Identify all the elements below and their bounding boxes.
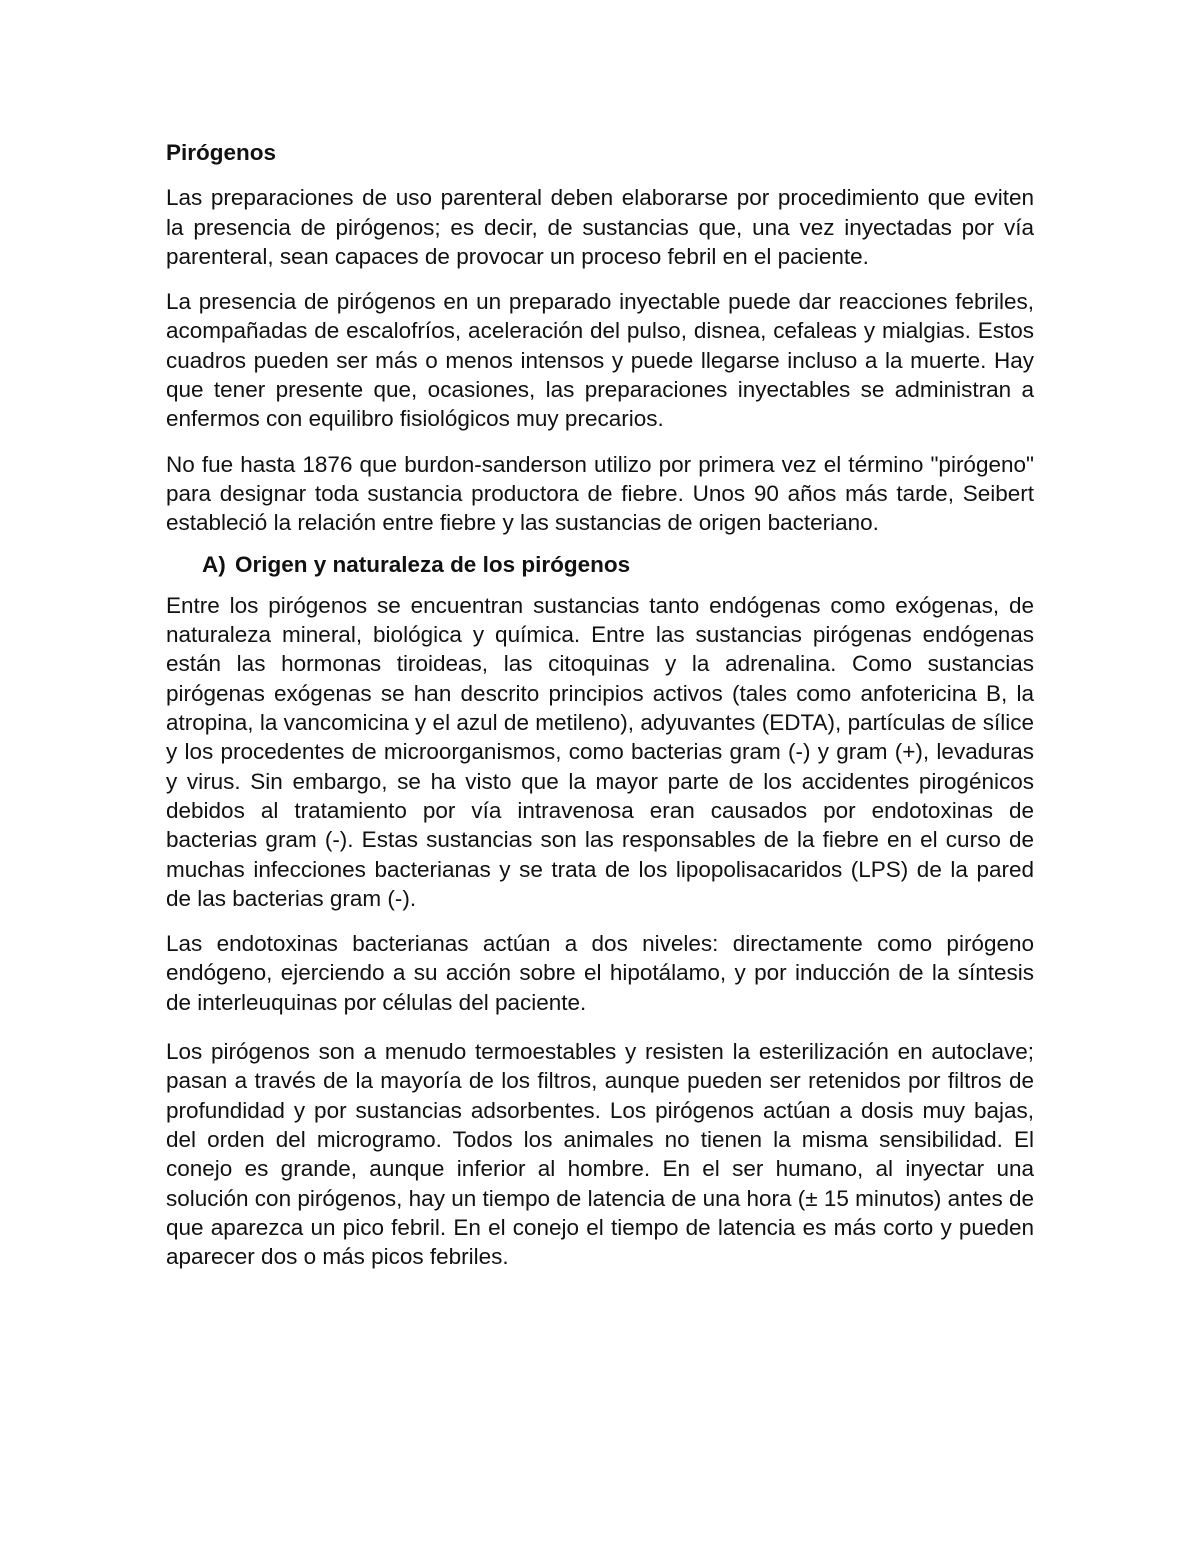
section-label: A) — [202, 551, 226, 577]
paragraph-endotoxins: Las endotoxinas bacterianas actúan a dos niveles: directamente como pirógeno endógeno, ejerciendo a su acción sobre el hipotálamo, y por inducción de la síntesis de interleuquinas por células del paciente. — [166, 931, 1034, 1015]
paragraph-intro: Las preparaciones de uso parenteral deben elaborarse por procedimiento que eviten la presencia de pirógenos; es decir, de sustancias que, una vez inyectadas por vía parenteral, sean capaces de provocar un proceso febril en el paciente. — [166, 185, 1034, 269]
document-body — [166, 138, 1034, 1287]
section-title: Origen y naturaleza de los pirógenos — [235, 551, 631, 577]
paragraph-origin: Entre los pirógenos se encuentran sustancias tanto endógenas como exógenas, de naturaleza mineral, biológica y química. Entre las sustancias pirógenas endógenas están las hormonas tiroideas, las citoquinas y la adrenalina. Como sustancias pirógenas exógenas se han descrito principios activos (tales como anfotericina B, la atropina, la vancomicina y el azul de metileno), adyuvantes (EDTA), partículas de sílice y los procedentes de microorganismos, como bacterias gram (-) y gram (+), levaduras y virus. Sin embargo, se ha visto que la mayor parte de los accidentes pirogénicos debidos al tratamiento por vía intravenosa eran causados por endotoxinas de bacterias gram (-). Estas sustancias son las responsables de la fiebre en el curso de muchas infecciones bacterianas y se trata de los lipopolisacaridos (LPS) de la pared de las bacterias gram (-). — [166, 592, 1034, 911]
paragraph-reactions: La presencia de pirógenos en un preparado inyectable puede dar reacciones febriles, acompañadas de escalofríos, aceleración del pulso, disnea, cefaleas y mialgias. Estos cuadros pueden ser más o menos intensos y puede llegarse incluso a la muerte. Hay que tener presente que, ocasiones, las preparaciones inyectables se administran a enfermos con equilibro fisiológicos muy precarios. — [166, 289, 1034, 432]
paragraph-properties: Los pirógenos son a menudo termoestables y resisten la esterilización en autoclave; pasan a través de la mayoría de los filtros, aunque pueden ser retenidos por filtros de profundidad y por sustancias adsorbentes. Los pirógenos actúan a dosis muy bajas, del orden del microgramo. Todos los animales no tienen la misma sensibilidad. El conejo es grande, aunque inferior al hombre. En el ser humano, al inyectar una solución con pirógenos, hay un tiempo de latencia de una hora (± 15 minutos) antes de que aparezca un pico febril. En el conejo el tiempo de latencia es más corto y pueden aparecer dos o más picos febriles. — [166, 1039, 1034, 1270]
section-heading — [202, 550, 1034, 579]
paragraph-history: No fue hasta 1876 que burdon-sanderson utilizo por primera vez el término "pirógeno" para designar toda sustancia productora de fiebre. Unos 90 años más tarde, Seibert estableció la relación entre fiebre y las sustancias de origen bacteriano. — [166, 451, 1034, 536]
page-title: Pirógenos — [166, 140, 277, 165]
